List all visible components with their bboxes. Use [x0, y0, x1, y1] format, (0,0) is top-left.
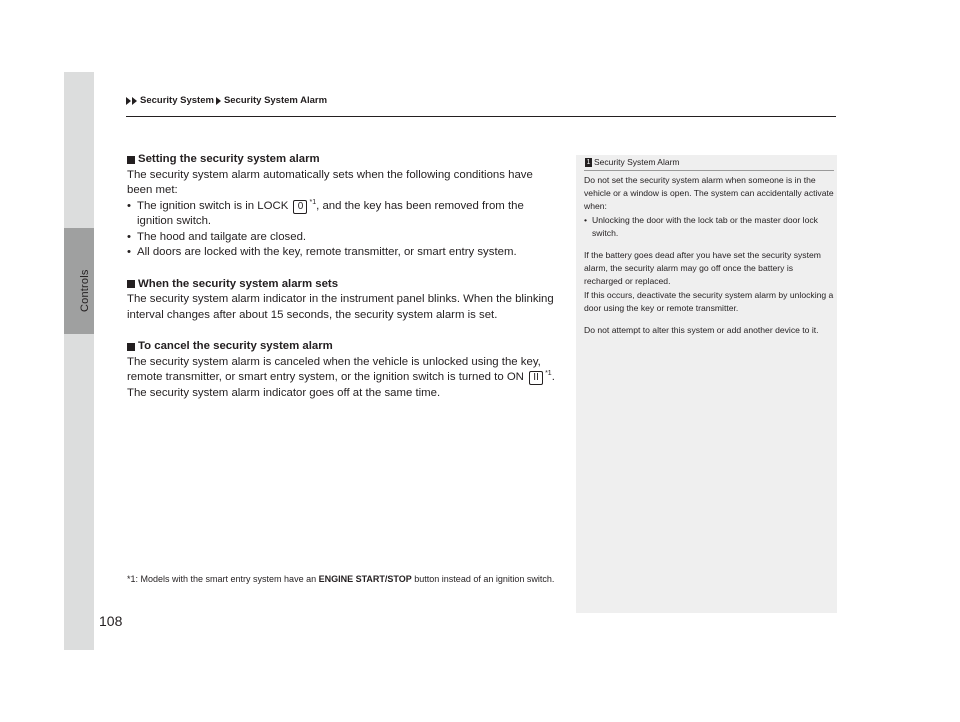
section-body-post: . The security system alarm indicator goes off at the same time. [127, 371, 555, 399]
note-title [585, 157, 680, 167]
on-position-key-icon: II [529, 371, 543, 385]
square-bullet-icon [127, 156, 135, 164]
footnote-ref[interactable]: *1 [309, 198, 317, 206]
note-title-text: Security System Alarm [594, 157, 680, 167]
note-body [584, 174, 834, 337]
bullet-dot-icon: • [584, 214, 588, 225]
note-paragraph: If the battery goes dead after you have set the security system alarm, the security alarm may go off once the battery is recharged or replaced. [584, 250, 821, 287]
footnote-bold: ENGINE START/STOP [318, 574, 412, 584]
section-body-pre: The security system alarm is canceled when the vehicle is unlocked using the key, remote transmitter, or smart entry system, or the ignition switch is turned to ON [127, 355, 541, 383]
page-number: 108 [99, 613, 123, 629]
note-paragraph: If this occurs, deactivate the security system alarm by unlocking a door using the key or remote transmitter. [584, 289, 834, 313]
square-bullet-icon [127, 343, 135, 351]
section-heading-text: When the security system alarm sets [138, 277, 339, 290]
section-heading [127, 277, 557, 293]
note-paragraph: Do not attempt to alter this system or add another device to it. [584, 325, 819, 336]
section-heading-text: To cancel the security system alarm [138, 340, 333, 352]
breadcrumb-arrow-icon [132, 97, 137, 105]
section-body [127, 355, 557, 402]
side-tab [64, 72, 94, 650]
footnote-post: button instead of an ignition switch. [411, 574, 555, 584]
bullet-text-post: , and the key has been removed from the ignition switch. [137, 199, 524, 227]
footnote-pre: *1: Models with the smart entry system have an [127, 574, 319, 584]
list-item-text [137, 199, 557, 230]
bullet-dot-icon: • [127, 199, 131, 212]
bullet-text-pre: The ignition switch is in LOCK [137, 199, 292, 212]
list-item-text: The hood and tailgate are closed. [137, 230, 307, 243]
side-note-panel [576, 155, 837, 613]
footnote [127, 570, 567, 588]
breadcrumb-level1[interactable]: Security System [140, 95, 214, 106]
section-intro: The security system alarm automatically sets when the following conditions have been met: [127, 168, 533, 196]
note-title-rule [584, 170, 834, 171]
side-tab-label: Controls [79, 269, 91, 312]
footnote-ref[interactable]: *1 [545, 370, 552, 378]
bullet-dot-icon: • [127, 230, 131, 243]
square-bullet-icon [127, 280, 135, 288]
note-list-item-text: Unlocking the door with the lock tab or the master door lock switch. [592, 214, 818, 238]
breadcrumb [126, 95, 327, 106]
breadcrumb-level2[interactable]: Security System Alarm [223, 95, 328, 106]
lock-position-key-icon: 0 [293, 200, 307, 214]
note-paragraph: Do not set the security system alarm when someone is in the vehicle or a window is open. The system can accidentally activate when: [584, 175, 834, 212]
bullet-dot-icon: • [127, 246, 131, 258]
section-body: The security system alarm indicator in the instrument panel blinks. When the blinking interval changes after about 15 seconds, the security system alarm is set. [127, 293, 554, 321]
note-list-item [584, 214, 834, 240]
list-item [127, 199, 557, 230]
list-item [127, 245, 557, 261]
breadcrumb-separator-icon [216, 97, 221, 105]
section-heading [127, 152, 557, 168]
main-content [127, 152, 557, 401]
section-heading-text: Setting the security system alarm [138, 153, 320, 165]
breadcrumb-arrow-icon [126, 97, 131, 105]
section-heading [127, 339, 557, 355]
header-rule [126, 116, 836, 117]
list-item [127, 230, 557, 246]
note-ref-icon: 1 [586, 158, 591, 166]
list-item-text: All doors are locked with the key, remote transmitter, or smart entry system. [137, 246, 517, 258]
